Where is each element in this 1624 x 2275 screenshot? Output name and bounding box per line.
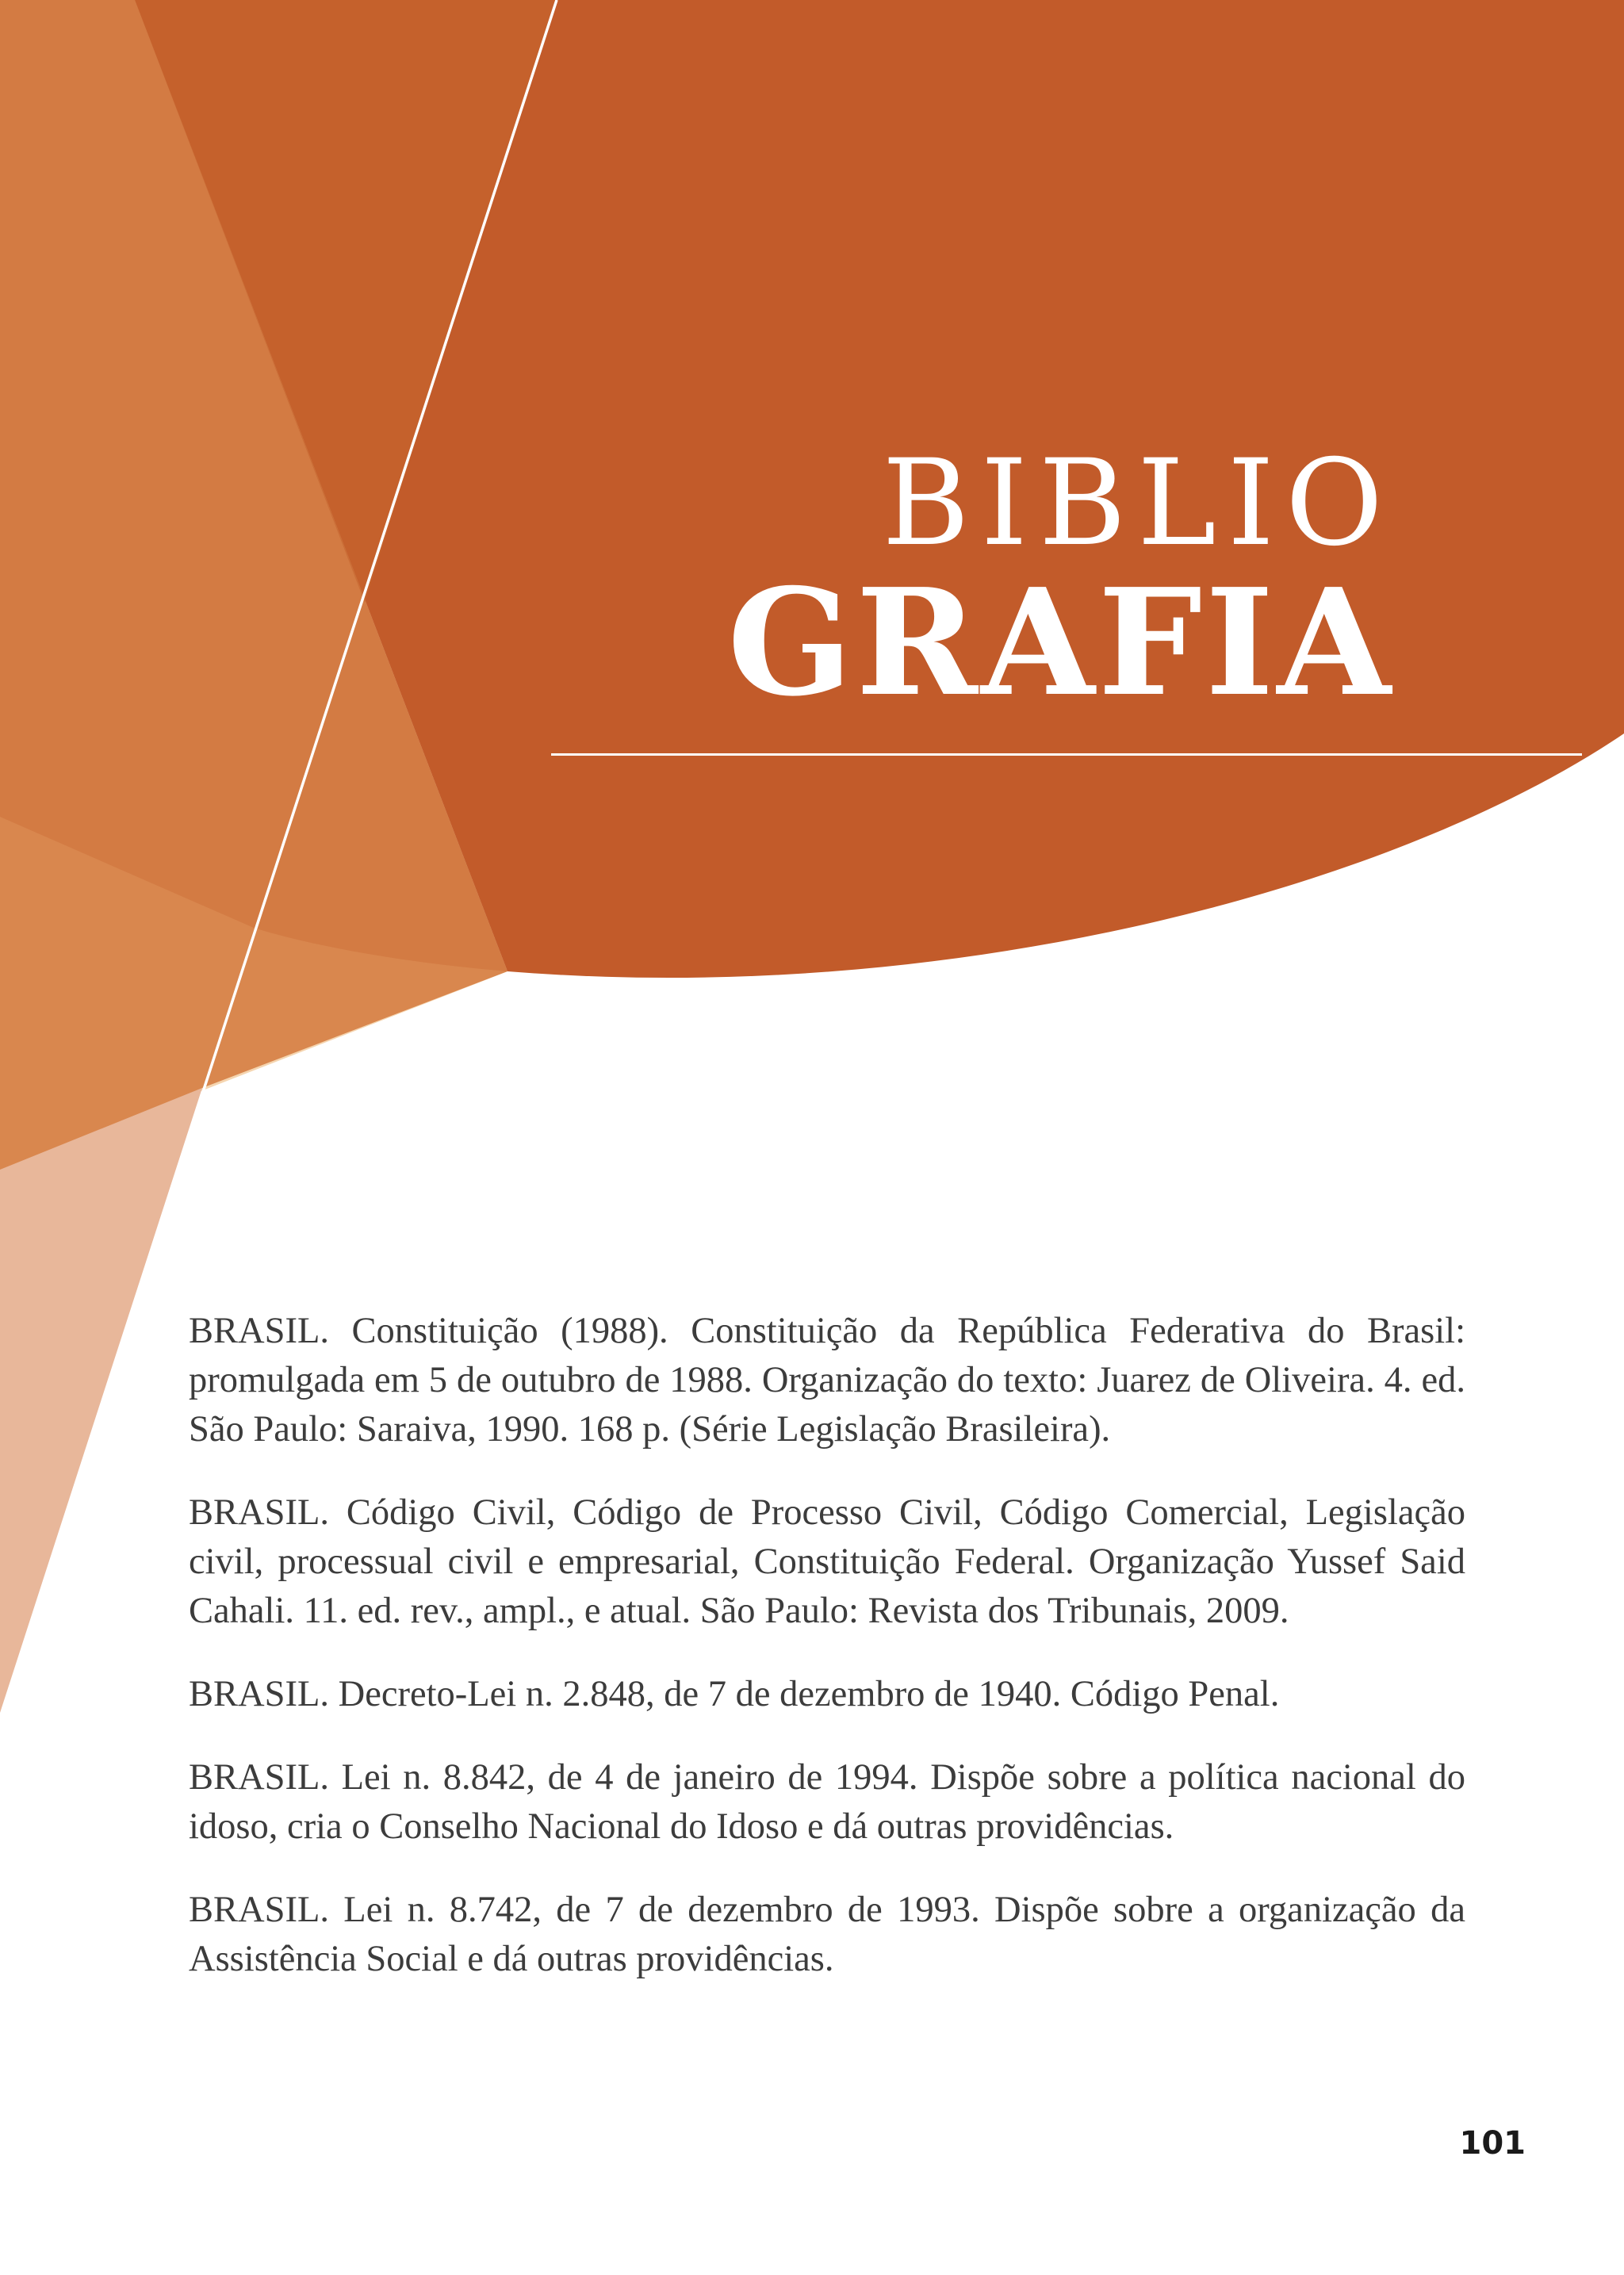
page-number: 101 [1459, 2125, 1526, 2162]
title-light: BIBLIO [882, 435, 1394, 573]
title-bold: GRAFIA [727, 556, 1394, 729]
reference-list [189, 1307, 1465, 2018]
reference-item: BRASIL. Lei n. 8.842, de 4 de janeiro de 1994. Dispõe sobre a política nacional do idoso, cria o Conselho Nacional do Idoso e dá outras providências. [189, 1757, 1465, 1847]
reference-item: BRASIL. Lei n. 8.742, de 7 de dezembro de 1993. Dispõe sobre a organização da Assistência Social e dá outras providências. [189, 1890, 1465, 1979]
page-title [727, 435, 1394, 729]
reference-item: BRASIL. Código Civil, Código de Processo Civil, Código Comercial, Legislação civil, processual civil e empresarial, Constituição Federal. Organização Yussef Said Cahali. 11. ed. rev., ampl., e atual. São Paulo: Revista dos Tribunais, 2009. [189, 1492, 1465, 1631]
title-divider [551, 753, 1582, 756]
reference-item: BRASIL. Constituição (1988). Constituição da República Federativa do Brasil: promulgada em 5 de outubro de 1988. Organização do texto: Juarez de Oliveira. 4. ed. São Paulo: Saraiva, 1990. 168 p. (Série Legislação Brasileira). [189, 1311, 1465, 1450]
reference-item: BRASIL. Decreto-Lei n. 2.848, de 7 de dezembro de 1940. Código Penal. [189, 1674, 1280, 1714]
